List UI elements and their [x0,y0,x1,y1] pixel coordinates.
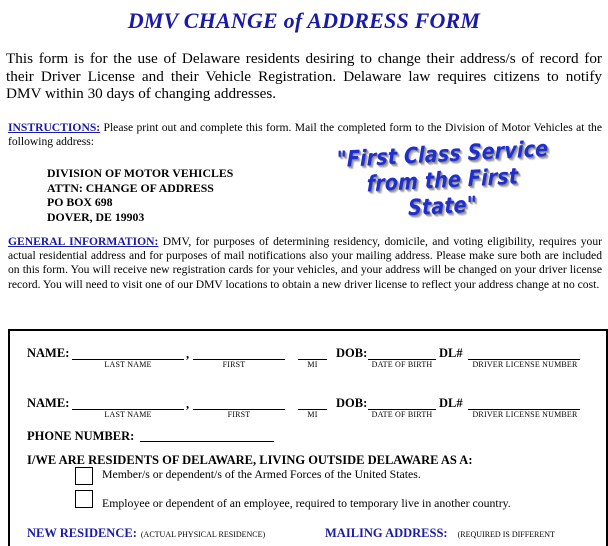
dob-caption: DATE OF BIRTH [371,410,433,419]
comma-separator: , [186,347,190,361]
address-line: DIVISION OF MOTOR VEHICLES [47,166,234,180]
dl-caption: DRIVER LICENSE NUMBER [472,360,578,369]
overseas-employee-option-label: Employee or dependent of an employee, required to temporary live in another country. [102,496,511,510]
phone-field[interactable] [140,441,274,442]
address-line: DOVER, DE 19903 [47,209,145,224]
residents-heading: I/WE ARE RESIDENTS OF DELAWARE, LIVING OUTSIDE DELAWARE AS A: [27,453,473,467]
first-name-caption: FIRST [222,360,246,369]
name-label: NAME: [27,346,70,360]
new-residence-label: NEW RESIDENCE: [27,526,137,540]
name-label: NAME: [27,396,70,410]
mi-caption: MI [307,360,318,369]
slogan-logo [335,137,550,226]
general-information-text: DMV, for purposes of determining residency, domicile, and voting eligibility, requires your actual residential address and for purposes of mail notifications also your mailing address. Please make sure both are included on this form. You will receive new registration cards for your vehicles, and your address will be changed on your driver license record. You will need to visit one of our DMV locations to obtain a new driver license to reflect your address change at no cost. [8,235,602,291]
dob-label: DOB: [336,396,368,410]
page-title: DMV CHANGE of ADDRESS FORM [127,8,481,33]
slogan-line: "First Class Service [336,136,549,173]
armed-forces-option-label: Member/s or dependent/s of the Armed Forces of the United States. [102,467,421,481]
dl-caption: DRIVER LICENSE NUMBER [472,410,578,419]
dob-caption: DATE OF BIRTH [371,360,433,369]
comma-separator: , [186,397,190,411]
address-line: ATTN: CHANGE OF ADDRESS [47,180,214,195]
instructions-text: Please print out and complete this form. Mail the completed form to the Division of Motor Vehicles at the following address: [8,121,602,149]
mailing-address-header [325,524,555,542]
new-residence-caption: (ACTUAL PHYSICAL RESIDENCE) [140,530,266,539]
general-information-paragraph [8,235,602,292]
overseas-employee-checkbox[interactable] [75,490,93,508]
intro-paragraph: This form is for the use of Delaware residents desiring to change their address/s of record for their Driver License and their Vehicle Registration. Delaware law requires citizens to notify DMV within 30 days of changing addresses. [6,50,602,102]
slogan-line: from the First State" [366,164,519,222]
dl-label: DL# [439,346,463,360]
mailing-address-label: MAILING ADDRESS: [325,526,448,540]
dl-label: DL# [439,396,463,410]
armed-forces-checkbox[interactable] [75,467,93,485]
mailing-address-block [47,166,233,224]
first-name-caption: FIRST [227,410,251,419]
mailing-address-caption: (REQUIRED IS DIFFERENT [457,530,555,539]
phone-label: PHONE NUMBER: [27,429,135,443]
mi-caption: MI [307,410,318,419]
instructions-heading: INSTRUCTIONS: [8,121,101,134]
address-line: PO BOX 698 [47,195,113,209]
dob-label: DOB: [336,346,368,360]
general-information-heading: GENERAL INFORMATION: [8,235,159,248]
last-name-caption: LAST NAME [104,410,152,419]
new-residence-header [27,524,265,542]
last-name-caption: LAST NAME [104,360,152,369]
